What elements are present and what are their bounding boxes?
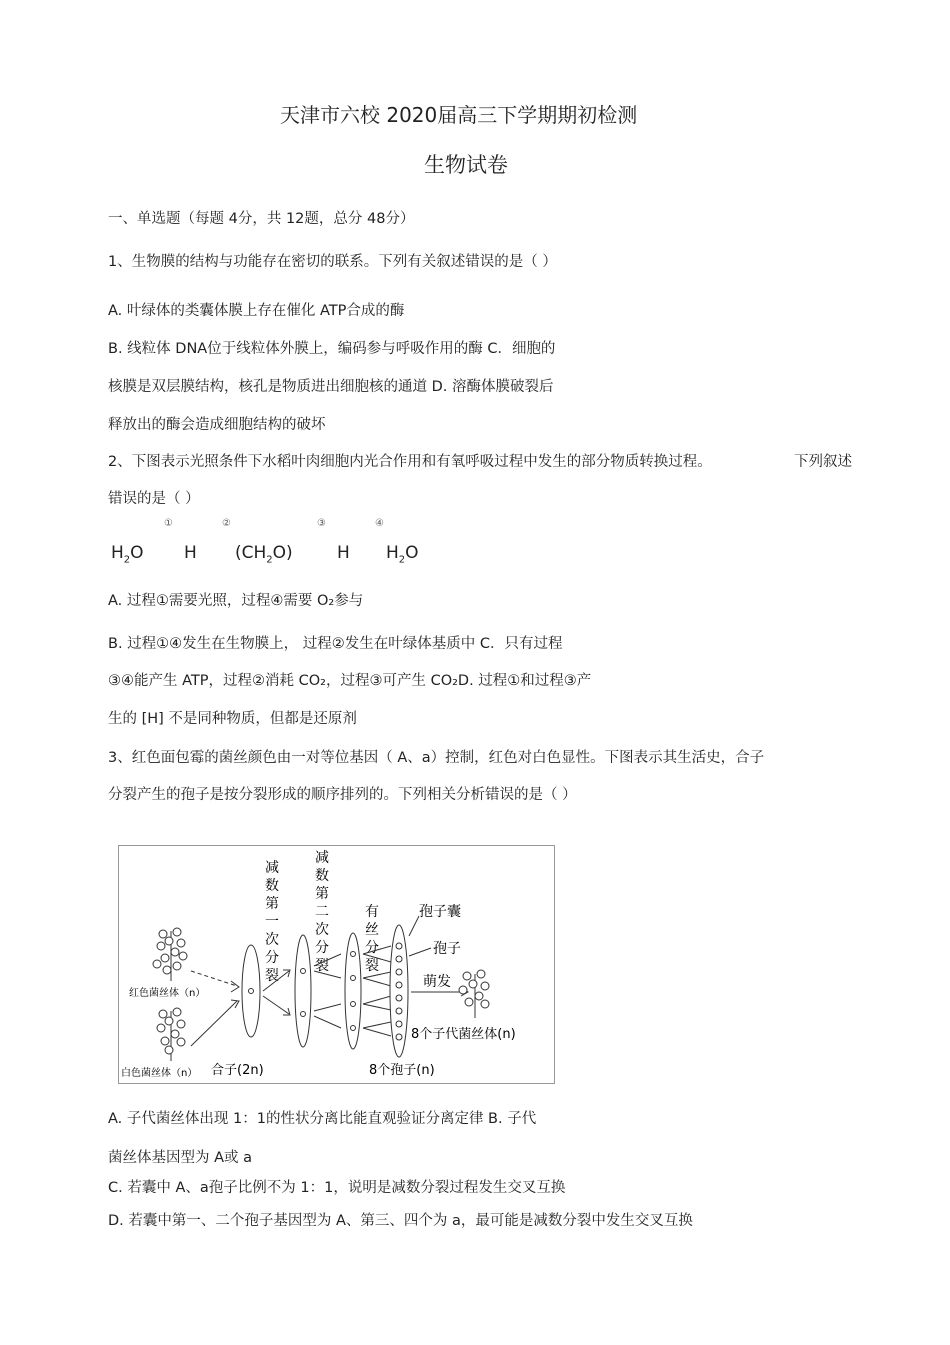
label-white-hypha: 白色菌丝体（n） [121,1068,198,1079]
life-cycle-figure [118,845,555,1084]
svg-text:第: 第 [315,886,329,902]
q3-option-line: C. 若囊中 A、a孢子比例不为 1：1，说明是减数分裂过程发生交叉互换 [108,1180,566,1196]
q2-option-line: B. 过程①④发生在生物膜上， 过程②发生在叶绿体基质中 C．只有过程 [108,636,563,652]
svg-text:分: 分 [365,940,379,956]
fusion-arrows [191,971,239,1046]
step-3-marker: ③ [317,518,326,529]
q1-option-line: 核膜是双层膜结构，核孔是物质进出细胞核的通道 D. 溶酶体膜破裂后 [108,379,554,395]
red-hypha-icon [153,928,187,981]
formula-ch2o: $(CH_2O)$ [235,543,293,566]
svg-text:减: 减 [315,850,329,866]
zygote-cell [242,945,260,1037]
step-1-marker: ① [164,518,173,529]
svg-text:数: 数 [315,868,329,884]
label-meiosis-1 [265,860,279,984]
svg-text:次: 次 [315,922,329,938]
step-4-marker: ④ [375,518,384,529]
section-heading: 一、单选题（每题 4分，共 12题，总分 48分） [108,211,415,227]
formula-water-1: $H_2O$ [111,543,144,566]
formula-h-1: H [184,543,197,563]
offspring-hypha-icon [459,970,489,1018]
label-germination: 萌发 [423,974,451,990]
pointer-spore [409,948,431,956]
step-2-marker: ② [222,518,231,529]
q3-option-line: 菌丝体基因型为 A或 a [108,1150,253,1166]
svg-text:一: 一 [265,914,279,930]
svg-text:分: 分 [265,950,279,966]
svg-text:裂: 裂 [365,958,379,974]
q2-stem: 2、下图表示光照条件下水稻叶肉细胞内光合作用和有氧呼吸过程中发生的部分物质转换过程。 [108,454,712,470]
q2-stem-tail: 下列叙述 [794,454,852,470]
q2-option-line: ③④能产生 ATP，过程②消耗 CO₂，过程③可产生 CO₂D. 过程①和过程③产 [108,673,592,689]
q1-stem: 1、生物膜的结构与功能存在密切的联系。下列有关叙述错误的是（ ） [108,254,557,270]
svg-text:裂: 裂 [315,958,329,974]
q2-option-line: A. 过程①需要光照，过程④需要 O₂参与 [108,593,364,609]
page-subtitle: 生物试卷 [424,153,508,177]
label-red-hypha: 红色菌丝体（n） [129,988,206,999]
page-title: 天津市六校 2020届高三下学期期初检测 [280,103,638,127]
q2-stem-line2: 错误的是（ ） [108,491,200,507]
q3-option-line: A. 子代菌丝体出现 1：1的性状分离比能直观验证分离定律 B. 子代 [108,1111,537,1127]
meiosis2-cell [345,933,361,1049]
q2-option-line: 生的 [H] 不是同种物质，但都是还原剂 [108,711,357,727]
svg-text:数: 数 [265,878,279,894]
svg-text:丝: 丝 [365,922,379,938]
svg-text:二: 二 [315,904,329,920]
svg-text:减: 减 [265,860,279,876]
meiosis1-cell [295,935,311,1047]
q3-stem: 3、红色面包霉的菌丝颜色由一对等位基因（ A、a）控制，红色对白色显性。下图表示其生活史，合子 [108,750,765,766]
q3-stem-line2: 分裂产生的孢子是按分裂形成的顺序排列的。下列相关分析错误的是（ ） [108,787,577,803]
svg-text:次: 次 [265,932,279,948]
label-ascus: 孢子囊 [419,904,461,920]
label-zygote: 合子(2n) [211,1063,264,1078]
svg-text:分: 分 [315,940,329,956]
q1-option-line: 释放出的酶会造成细胞结构的破坏 [108,417,326,433]
svg-text:有: 有 [365,904,379,920]
label-spore: 孢子 [433,941,461,957]
life-cycle-diagram [119,846,554,1083]
formula-h-2: H [337,543,350,563]
formula-water-2: $H_2O$ [386,543,419,566]
svg-text:第: 第 [265,896,279,912]
label-8-spores: 8个孢子(n) [369,1063,435,1078]
white-hypha-icon [157,1008,185,1061]
svg-text:裂: 裂 [265,968,279,984]
q1-option-line: B. 线粒体 DNA位于线粒体外膜上，编码参与呼吸作用的酶 C．细胞的 [108,341,556,357]
pointer-sac [409,916,419,936]
ascus [390,925,408,1057]
label-mitosis [365,904,379,974]
label-meiosis-2 [315,850,329,974]
q3-option-line: D. 若囊中第一、二个孢子基因型为 A、第三、四个为 a，最可能是减数分裂中发生交叉互换 [108,1213,693,1229]
label-8-offspring: 8个子代菌丝体(n) [411,1027,516,1042]
q1-option-line: A. 叶绿体的类囊体膜上存在催化 ATP合成的酶 [108,303,405,319]
